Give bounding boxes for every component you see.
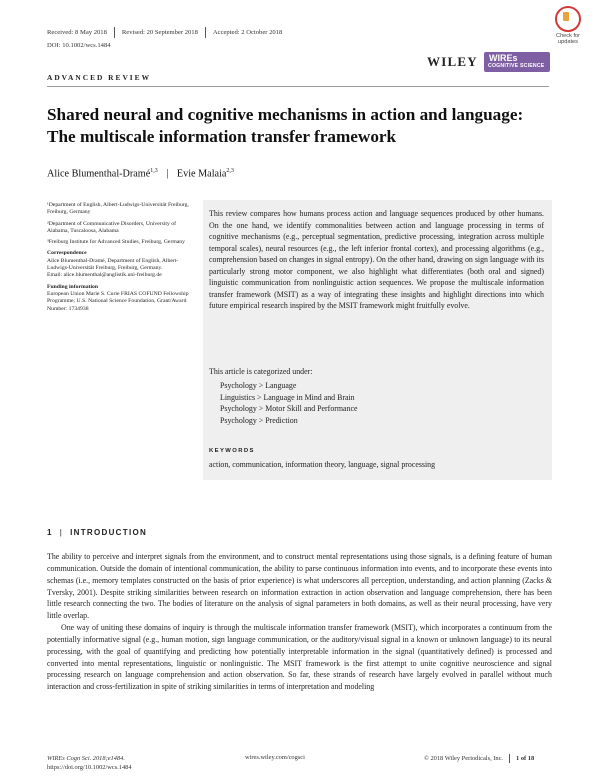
category-item: Psychology > Motor Skill and Performance: [220, 404, 358, 413]
paragraph: The ability to perceive and interpret signals from the environment, and to construct mental representations using those signals, is a defining feature of human communication. Outside the domain of intentional communication, the ability to parse continuous information into events, and to incorporate these events into schemas (i.e., memory templates constructed on the basis of prior experience) is what underscores all perception, understanding, and action planning (Zacks & Tversky, 2001). Despite striking similarities between research on information extraction in action observation and language comprehension, there has been little research connecting the two. The bodies of literature on the analysis of signal parameters in both domains, as well as their neural processing, have very little overlap.: [47, 552, 552, 621]
category-item: Linguistics > Language in Mind and Brain: [220, 392, 355, 402]
affiliations: [47, 202, 199, 317]
footer-citation: [47, 754, 132, 772]
journal-url[interactable]: wires.wiley.com/cogsci: [245, 754, 305, 761]
body-text: [47, 551, 552, 693]
keywords-heading: KEYWORDS: [209, 448, 255, 454]
author-name[interactable]: Alice Blumenthal-Dramé: [47, 168, 151, 180]
divider: [205, 27, 206, 38]
category-item: Psychology > Prediction: [220, 415, 298, 425]
doi[interactable]: DOI: 10.1002/wcs.1484: [47, 42, 111, 49]
divider: [509, 754, 510, 763]
divider: [114, 27, 115, 38]
author-separator: |: [166, 168, 169, 180]
header-rule: [47, 86, 549, 87]
received-date: Received: 8 May 2018: [47, 29, 107, 36]
categories-heading: This article is categorized under:: [209, 367, 313, 376]
citation-text: WIREs Cogn Sci. 2018;e1484.: [47, 755, 125, 762]
keywords-list: action, communication, information theory, language, signal processing: [209, 460, 436, 469]
accepted-date: Accepted: 2 October 2018: [212, 29, 283, 36]
journal-badge: WIREs COGNITIVE SCIENCE: [484, 52, 550, 72]
abstract-text: This review compares how humans process action and language sequences produced by other humans. On the one hand, we identify commonalities between action and language processing in terms of cognitive mechanisms (e.g., perceptual segmentation, predictive processing, integration across multiple temporal scales), neural resources (e.g., the left inferior frontal cortex), and processing algorithms (e.g., comprehension based on changes in signal entropy). On the other hand, drawing on sign language with its particularly strong motor component, we also highlight what differentiates (both oral and signed) linguistic communication from nonlinguistic action sequences. We propose the multiscale information transfer framework (MSIT) as a way of integrating these insights and highlight directions into which future empirical research inspired by the MSIT framework might fruitfully evolve.: [209, 209, 544, 310]
article-dates: [47, 27, 282, 38]
publisher-logo: WILEY: [427, 54, 478, 69]
author-name[interactable]: Evie Malaia: [176, 168, 227, 180]
section-tag: ADVANCED REVIEW: [47, 73, 151, 82]
crossmark-icon: [555, 6, 581, 32]
check-for-updates-button[interactable]: [545, 6, 591, 45]
correspondence-text: Alice Blumenthal-Dramé, Department of English, Albert-Ludwigs-Universität Freiburg, Freiburg, Germany.: [47, 257, 179, 272]
author-list: [47, 168, 234, 179]
section-heading: [47, 528, 147, 537]
funding-heading: Funding information: [47, 283, 99, 290]
footer-right: [424, 754, 534, 763]
correspondence-email[interactable]: Email: alice.blumenthal@anglistik.uni-freiburg.de: [47, 272, 162, 279]
section-number: 1: [47, 528, 53, 537]
section-separator: |: [59, 528, 64, 537]
section-title: INTRODUCTION: [70, 528, 148, 537]
article-title: Shared neural and cognitive mechanisms in action and language: The multiscale information transfer framework: [47, 105, 524, 146]
affiliation: ³Freiburg Institute for Advanced Studies, Freiburg, Germany: [47, 239, 185, 246]
author-affiliation-marker: 1,3: [150, 168, 158, 174]
category-list: [220, 380, 357, 426]
category-item: Psychology > Language: [220, 381, 297, 390]
affiliation: ²Department of Communicative Disorders, University of Alabama, Tuscaloosa, Alabama: [47, 220, 177, 234]
revised-date: Revised: 20 September 2018: [121, 29, 198, 36]
correspondence-heading: Correspondence: [47, 250, 87, 257]
funding-text: European Union Marie S. Curie FRIAS COFUND Fellowship Programme; U.S. National Science Foundation, Grant/Award Number: 1734938: [47, 290, 189, 312]
copyright: © 2018 Wiley Periodicals, Inc.: [424, 755, 504, 762]
page-number: 1 of 18: [516, 755, 535, 762]
affiliation: ¹Department of English, Albert-Ludwigs-Universität Freiburg, Freiburg, Germany: [47, 202, 189, 216]
paragraph: One way of uniting these domains of inquiry is through the multiscale information transfer framework (MSIT), which incorporates a continuum from the potentially informative signal (e.g., human motion, sign language communication, or the auditory/visual signal in a known or unknown language) to its neural processing, with the goal of quantifying and predicting how potentially interpretable information in the signal (quantitatively defined) is processed and converted into mental representations, linguistic or nonlinguistic. The MSIT framework is the first attempt to unite cognitive neuroscience and signal processing research on language comprehension and action observation. So far, these strands of research have largely evolved in parallel without much interaction and cross-fertilization in spite of striking similarities in terms of interpretation and modeling: [47, 623, 552, 692]
crossmark-label: Check for updates: [556, 33, 580, 45]
citation-url[interactable]: https://doi.org/10.1002/wcs.1484: [47, 764, 132, 771]
author-affiliation-marker: 2,3: [226, 168, 234, 174]
